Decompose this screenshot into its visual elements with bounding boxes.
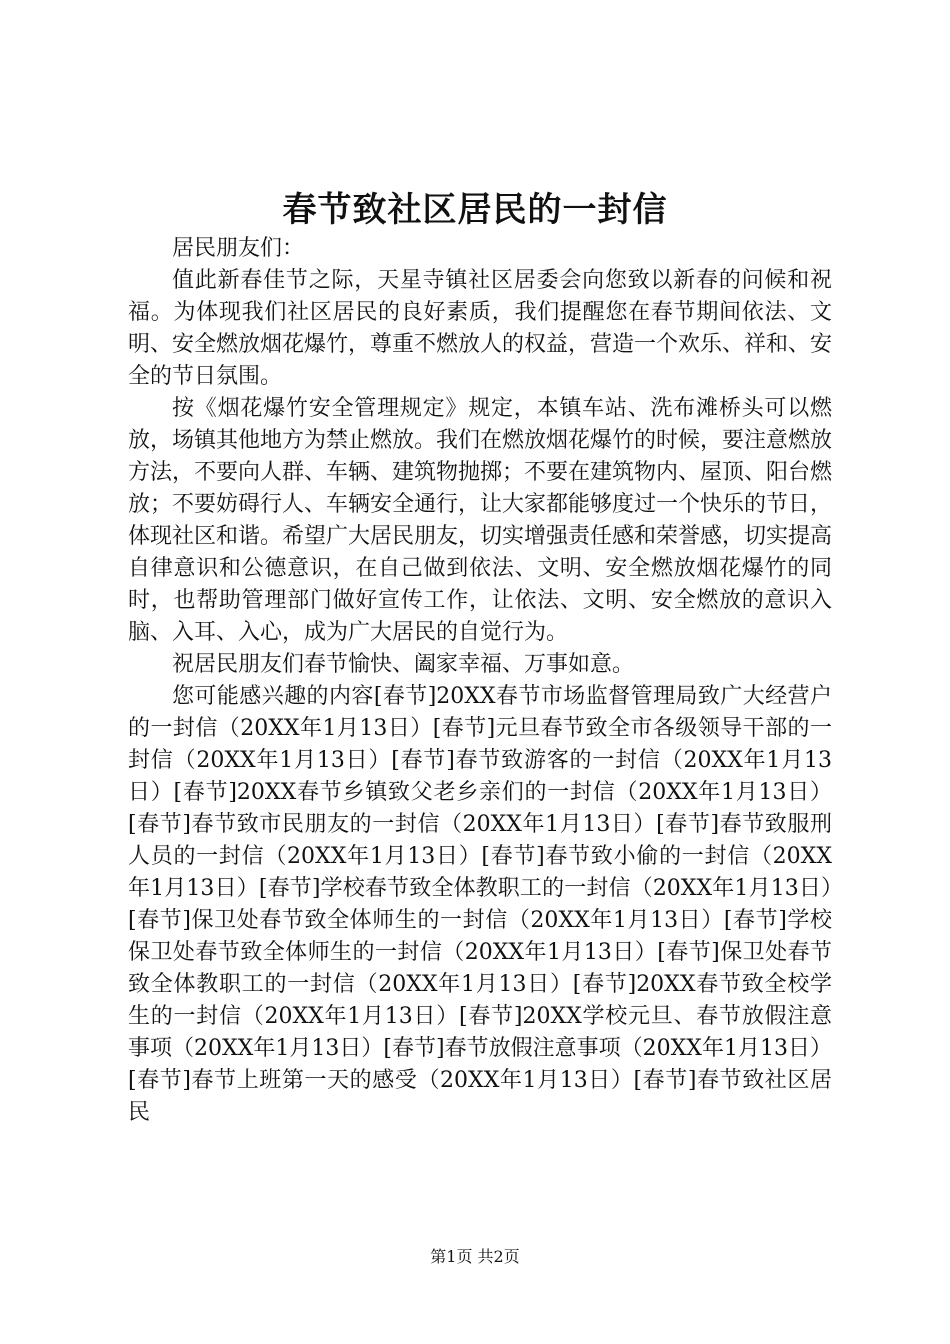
closing-wish: 祝居民朋友们春节愉快、阖家幸福、万事如意。	[172, 652, 635, 677]
salutation: 居民朋友们：	[172, 236, 305, 261]
page-title: 春节致社区居民的一封信	[282, 190, 668, 230]
page-footer: 第1页 共2页	[430, 1247, 520, 1266]
document-body	[128, 233, 832, 1129]
related-content: 您可能感兴趣的内容[春节]20XX春节市场监督管理局致广大经营户的一封信（20XX年1月13日）[春节]元旦春节致全市各级领导干部的一封信（20XX年1月13日）[春节]春节致游客的一封信（20XX年1月13日）[春节]20XX春节乡镇致父老乡亲们的一封信（20XX年1月13日）[春节]春节致市民朋友的一封信（20XX年1月13日）[春节]春节致服刑人员的一封信（20XX年1月13日）[春节]春节致小偷的一封信（20XX年1月13日）[春节]学校春节致全体教职工的一封信（20XX年1月13日）[春节]保卫处春节致全体师生的一封信（20XX年1月13日）[春节]学校保卫处春节致全体师生的一封信（20XX年1月13日）[春节]保卫处春节致全体教职工的一封信（20XX年1月13日）[春节]20XX春节致全校学生的一封信（20XX年1月13日）[春节]20XX学校元旦、春节放假注意事项（20XX年1月13日）[春节]春节放假注意事项（20XX年1月13日）[春节]春节上班第一天的感受（20XX年1月13日）[春节]春节致社区居民	[128, 684, 832, 1125]
body-paragraph: 值此新春佳节之际，天星寺镇社区居委会向您致以新春的问候和祝福。为体现我们社区居民的良好素质，我们提醒您在春节期间依法、文明、安全燃放烟花爆竹，尊重不燃放人的权益，营造一个欢乐、祥和、安全的节日氛围。	[128, 268, 833, 389]
body-paragraph: 按《烟花爆竹安全管理规定》规定，本镇车站、洗布滩桥头可以燃放，场镇其他地方为禁止燃放。我们在燃放烟花爆竹的时候，要注意燃放方法，不要向人群、车辆、建筑物抛掷；不要在建筑物内、屋顶、阳台燃放；不要妨碍行人、车辆安全通行，让大家都能够度过一个快乐的节日，体现社区和谐。希望广大居民朋友，切实增强责任感和荣誉感，切实提高自律意识和公德意识，在自己做到依法、文明、安全燃放烟花爆竹的同时，也帮助管理部门做好宣传工作，让依法、文明、安全燃放的意识入脑、入耳、入心，成为广大居民的自觉行为。	[128, 396, 833, 645]
